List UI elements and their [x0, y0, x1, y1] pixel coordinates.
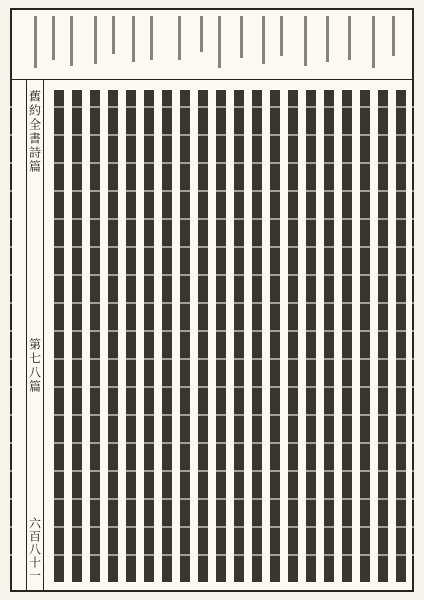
chapter-label: 第七八篇 — [27, 338, 42, 394]
main-text-area — [10, 80, 414, 592]
book-title-text: 舊約全書 — [27, 90, 42, 146]
main-text-columns — [10, 80, 414, 592]
annotation-band — [10, 8, 414, 80]
section-text: 詩篇 — [27, 146, 42, 174]
book-title — [27, 90, 44, 174]
annotation-marks — [10, 8, 414, 80]
page-number: 六百八十一 — [27, 517, 42, 582]
left-spine — [26, 80, 44, 592]
